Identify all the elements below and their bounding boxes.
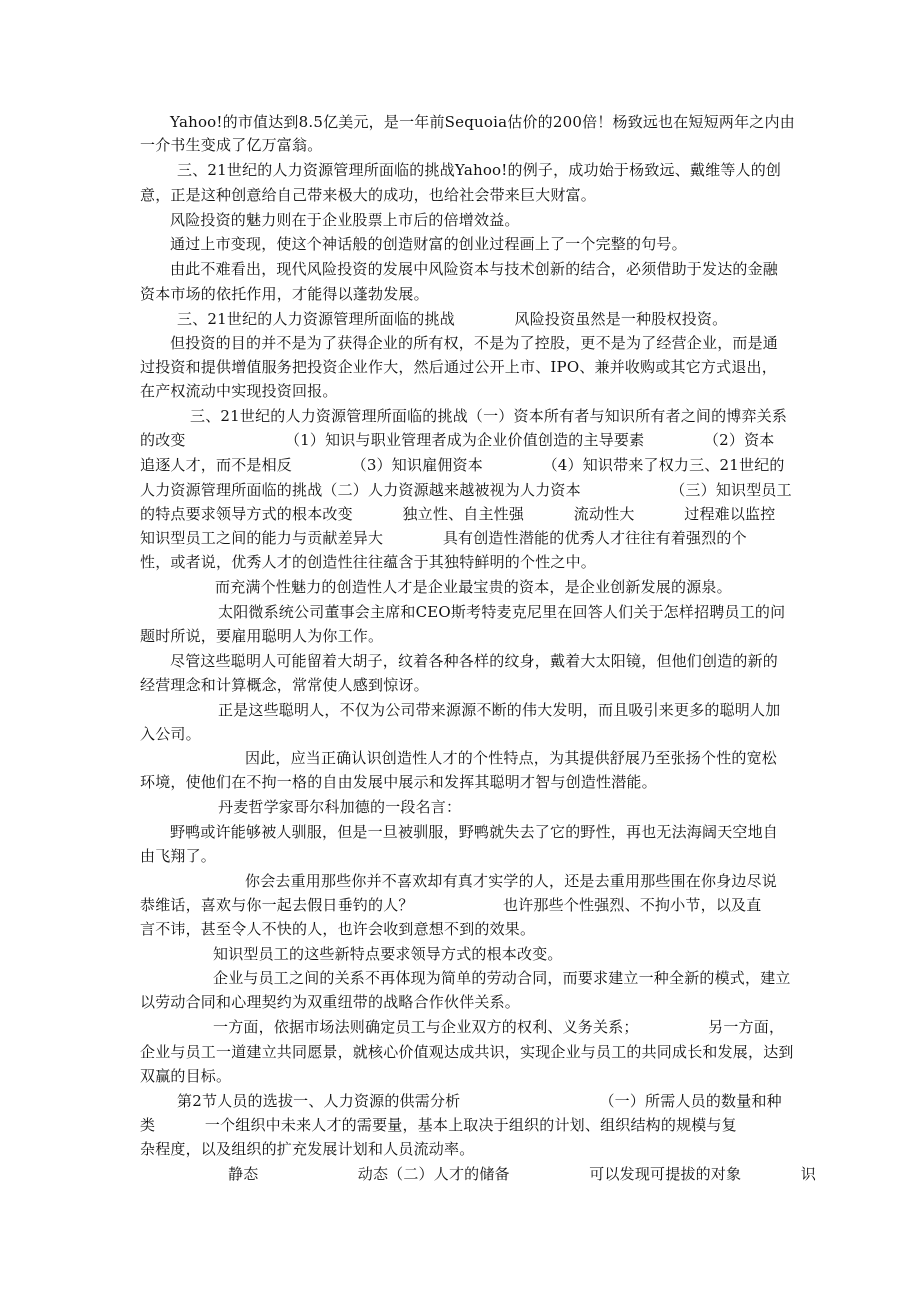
text-line: 类 一个组织中未来人才的需要量，基本上取决于组织的计划、组织结构的规模与复 <box>140 1116 737 1134</box>
text-line: 三、21世纪的人力资源管理所面临的挑战（一）资本所有者与知识所有者之间的博弈关系 <box>190 407 788 425</box>
text-line: 人力资源管理所面临的挑战（二）人力资源越来越被视为人力资本 （三）知识型员工 <box>140 481 792 499</box>
text-line: 题时所说，要雇用聪明人为你工作。 <box>140 627 384 645</box>
text-line: 尽管这些聪明人可能留着大胡子，纹着各种各样的纹身，戴着大太阳镜，但他们创造的新的 <box>170 652 779 670</box>
text-line: 丹麦哲学家哥尔科加德的一段名言： <box>218 798 462 816</box>
text-line: 企业与员工之间的关系不再体现为简单的劳动合同，而要求建立一种全新的模式，建立 <box>213 969 791 987</box>
text-line: 野鸭或许能够被人驯服，但是一旦被驯服，野鸭就失去了它的野性，再也无法海阔天空地自 <box>170 823 779 841</box>
text-line: 企业与员工一道建立共同愿景，就核心价值观达成共识，实现企业与员工的共同成长和发展，达到 <box>140 1043 794 1061</box>
text-line: 由飞翔了。 <box>140 847 217 865</box>
text-line: 第2节人员的选拔一、人力资源的供需分析 （一）所需人员的数量和种 <box>177 1092 782 1110</box>
text-line: 言不讳，甚至令人不快的人，也许会收到意想不到的效果。 <box>140 920 536 938</box>
text-line: 一方面，依据市场法则确定员工与企业双方的权利、义务关系； 另一方面， <box>213 1018 785 1036</box>
text-line: 静态 动态（二）人才的储备 可以发现可提拔的对象 识 <box>228 1165 817 1183</box>
text-line: 太阳微系统公司董事会主席和CEO斯考特麦克尼里在回答人们关于怎样招聘员工的问 <box>218 603 786 621</box>
text-line: 一介书生变成了亿万富翁。 <box>140 136 323 154</box>
text-line: 性，或者说，优秀人才的创造性往往蕴含于其独特鲜明的个性之中。 <box>140 553 597 571</box>
text-line: 环境，使他们在不拘一格的自由发展中展示和发挥其聪明才智与创造性潜能。 <box>140 773 657 791</box>
text-line: 恭维话，喜欢与你一起去假日垂钓的人？ 也许那些个性强烈、不拘小节，以及直 <box>140 896 762 914</box>
text-line: Yahoo!的市值达到8.5亿美元，是一年前Sequoia估价的200倍！杨致远也在短短两年之内由 <box>170 113 795 131</box>
text-line: 知识型员工之间的能力与贡献差异大 具有创造性潜能的优秀人才往往有着强烈的个 <box>140 529 747 547</box>
text-line: 杂程度，以及组织的扩充发展计划和人员流动率。 <box>140 1140 475 1158</box>
text-line: 知识型员工的这些新特点要求领导方式的根本改变。 <box>213 945 563 963</box>
text-line: 的改变 （1）知识与职业管理者成为企业价值创造的主导要素 （2）资本 <box>140 431 775 449</box>
text-line: 意，正是这种创意给自己带来极大的成功，也给社会带来巨大财富。 <box>140 186 597 204</box>
text-line: 资本市场的依托作用，才能得以蓬勃发展。 <box>140 285 429 303</box>
text-line: 但投资的目的并不是为了获得企业的所有权，不是为了控股，更不是为了经营企业，而是通 <box>170 334 779 352</box>
text-line: 过投资和提供增值服务把投资企业作大，然后通过公开上市、IPO、兼并收购或其它方式退出， <box>140 358 777 376</box>
text-line: 在产权流动中实现投资回报。 <box>140 382 338 400</box>
text-line: 追逐人才，而不是相反 （3）知识雇佣资本 （4）知识带来了权力三、21世纪的 <box>140 456 785 474</box>
text-line: 由此不难看出，现代风险投资的发展中风险资本与技术创新的结合，必须借助于发达的金融 <box>170 260 779 278</box>
text-line: 的特点要求领导方式的根本改变 独立性、自主性强 流动性大 过程难以监控 <box>140 505 776 523</box>
text-line: 经营理念和计算概念，常常使人感到惊讶。 <box>140 676 429 694</box>
text-line: 因此，应当正确认识创造性人才的个性特点，为其提供舒展乃至张扬个性的宽松 <box>245 749 778 767</box>
text-line: 风险投资的魅力则在于企业股票上市后的倍增效益。 <box>170 211 520 229</box>
text-line: 入公司。 <box>140 725 201 743</box>
text-line: 双赢的目标。 <box>140 1067 232 1085</box>
text-line: 以劳动合同和心理契约为双重纽带的战略合作伙伴关系。 <box>140 993 521 1011</box>
text-line: 你会去重用那些你并不喜欢却有真才实学的人，还是去重用那些围在你身边尽说 <box>245 872 778 890</box>
text-line: 正是这些聪明人，不仅为公司带来源源不断的伟大发明，而且吸引来更多的聪明人加 <box>218 701 781 719</box>
text-line: 三、21世纪的人力资源管理所面临的挑战 风险投资虽然是一种股权投资。 <box>177 310 728 328</box>
text-line: 通过上市变现，使这个神话般的创造财富的创业过程画上了一个完整的句号。 <box>170 235 687 253</box>
text-line: 三、21世纪的人力资源管理所面临的挑战Yahoo!的例子，成功始于杨致远、戴维等人的创 <box>177 161 782 179</box>
text-line: 而充满个性魅力的创造性人才是企业最宝贵的资本，是企业创新发展的源泉。 <box>215 578 732 596</box>
